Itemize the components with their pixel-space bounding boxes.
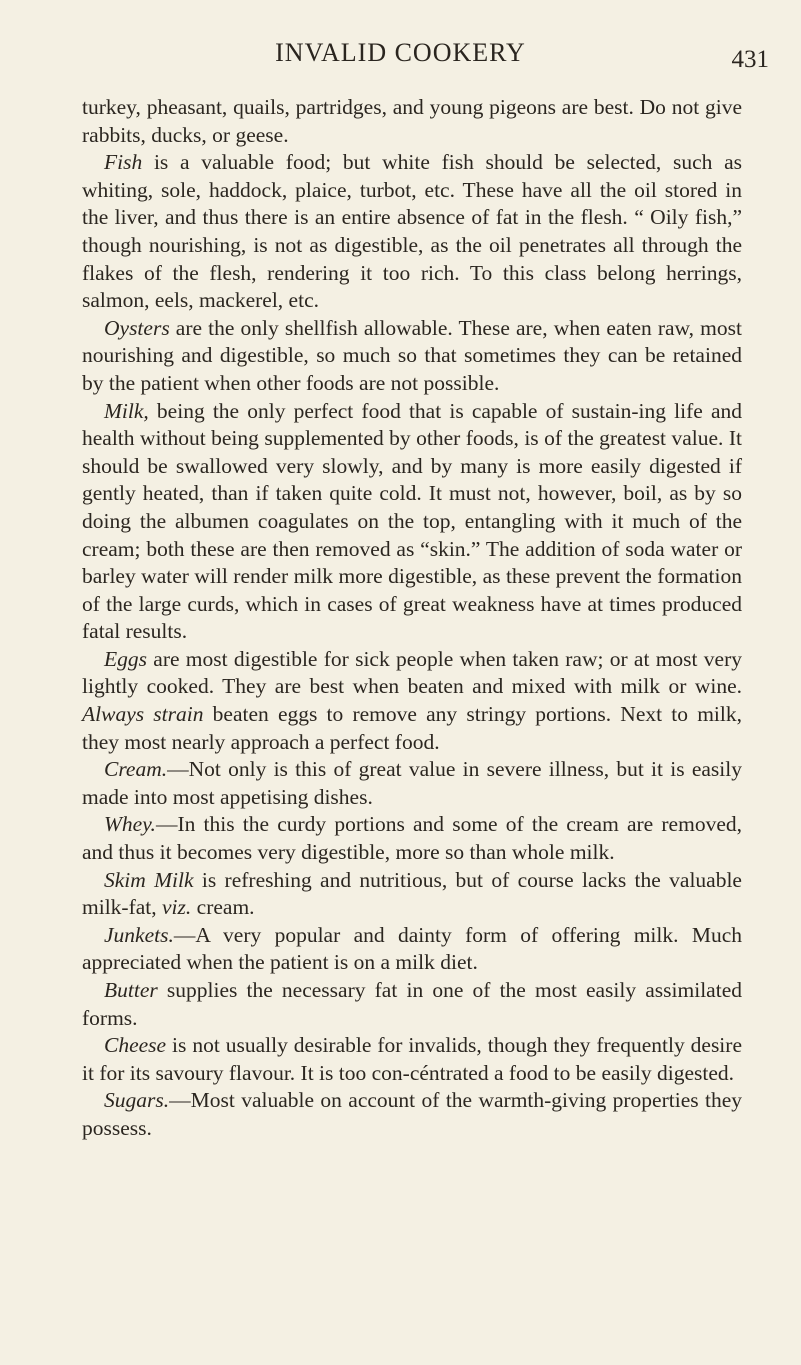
paragraph-junkets — [82, 922, 742, 977]
term-oysters: Oysters — [104, 315, 170, 340]
term-sugars: Sugars. — [104, 1088, 170, 1113]
paragraph-sugars — [82, 1087, 742, 1142]
emphasis-always-strain: Always strain — [82, 702, 204, 727]
paragraph-oysters — [82, 315, 742, 398]
paragraph-text-before: is refreshing and nutritious, but of course lacks the valuable milk-fat, — [82, 867, 742, 920]
paragraph-cream — [82, 756, 742, 811]
paragraph-text-after: cream. — [191, 895, 255, 920]
paragraph-whey — [82, 811, 742, 866]
paragraph-text: —Most valuable on account of the warmth-giving properties they possess. — [82, 1088, 742, 1140]
running-head: INVALID COOKERY — [275, 38, 526, 67]
paragraph-continuation — [82, 94, 742, 149]
paragraph-text: is not usually desirable for invalids, though they frequently desire it for its savoury flavour. It is too con-céntrated a food to be easily digested. — [82, 1033, 742, 1085]
emphasis-viz: viz. — [162, 895, 192, 920]
page-header — [0, 38, 801, 74]
paragraph-text-before: are most digestible for sick people when taken raw; or at most very lightly cooked. They are best when beaten and mixed with milk or wine. — [82, 646, 742, 699]
paragraph-text-after: beaten eggs to remove any stringy portions. Next to milk, they most nearly approach a perfect food. — [82, 702, 742, 754]
term-eggs: Eggs — [104, 646, 147, 671]
paragraph-milk — [82, 398, 742, 646]
term-whey: Whey. — [104, 812, 156, 837]
term-cream: Cream. — [104, 757, 168, 782]
term-milk: Milk, — [104, 398, 149, 423]
term-butter: Butter — [104, 978, 158, 1002]
paragraph-text: are the only shellfish allowable. These are, when eaten raw, most nourishing and digestible, so much so that sometimes they can be retained by the patient when other foods are not possible. — [82, 315, 742, 395]
term-fish: Fish — [104, 150, 143, 175]
term-junkets: Junkets. — [104, 922, 174, 947]
paragraph-cheese — [82, 1032, 742, 1087]
paragraph-text: —Not only is this of great value in severe illness, but it is easily made into most appetising dishes. — [82, 757, 742, 809]
paragraph-text: supplies the necessary fat in one of the most easily assimilated forms. — [82, 978, 742, 1030]
paragraph-eggs — [82, 646, 742, 756]
paragraph-text: —In this the curdy portions and some of the cream are removed, and thus it becomes very digestible, more so than whole milk. — [82, 812, 742, 865]
paragraph-text: —A very popular and dainty form of offering milk. Much appreciated when the patient is on a milk diet. — [82, 922, 742, 975]
paragraph-fish — [82, 149, 742, 315]
paragraph-skim-milk — [82, 867, 742, 922]
paragraph-text: being the only perfect food that is capable of sustain-ing life and health without being supplemented by other foods, is of the greatest value. It should be swallowed very slowly, and by many is more easily digested if gently heated, than if taken quite cold. It must not, however, boil, as by so doing the albumen coagulates on the top, entangling with it much of the cream; both these are then removed as “skin.” The addition of soda water or barley water will render milk more digestible, as these prevent the formation of the large curds, which in cases of great weakness have at times produced fatal results. — [82, 398, 742, 644]
term-cheese: Cheese — [104, 1033, 167, 1058]
page-number: 431 — [731, 46, 769, 73]
paragraph-text: is a valuable food; but white fish should be selected, such as whiting, sole, haddock, plaice, turbot, etc. These have all the oil stored in the liver, and thus there is an entire absence of fat in the flesh. “ Oily fish,” though nourishing, is not as digestible, as the oil penetrates all through the flakes of the flesh, rendering it too rich. To this class belong herrings, salmon, eels, mackerel, etc. — [82, 150, 742, 313]
paragraph-text: turkey, pheasant, quails, partridges, and young pigeons are best. Do not give rabbits, ducks, or geese. — [82, 95, 742, 147]
page-body — [82, 94, 742, 1143]
term-skim-milk: Skim Milk — [104, 867, 194, 892]
paragraph-butter — [82, 977, 742, 1032]
